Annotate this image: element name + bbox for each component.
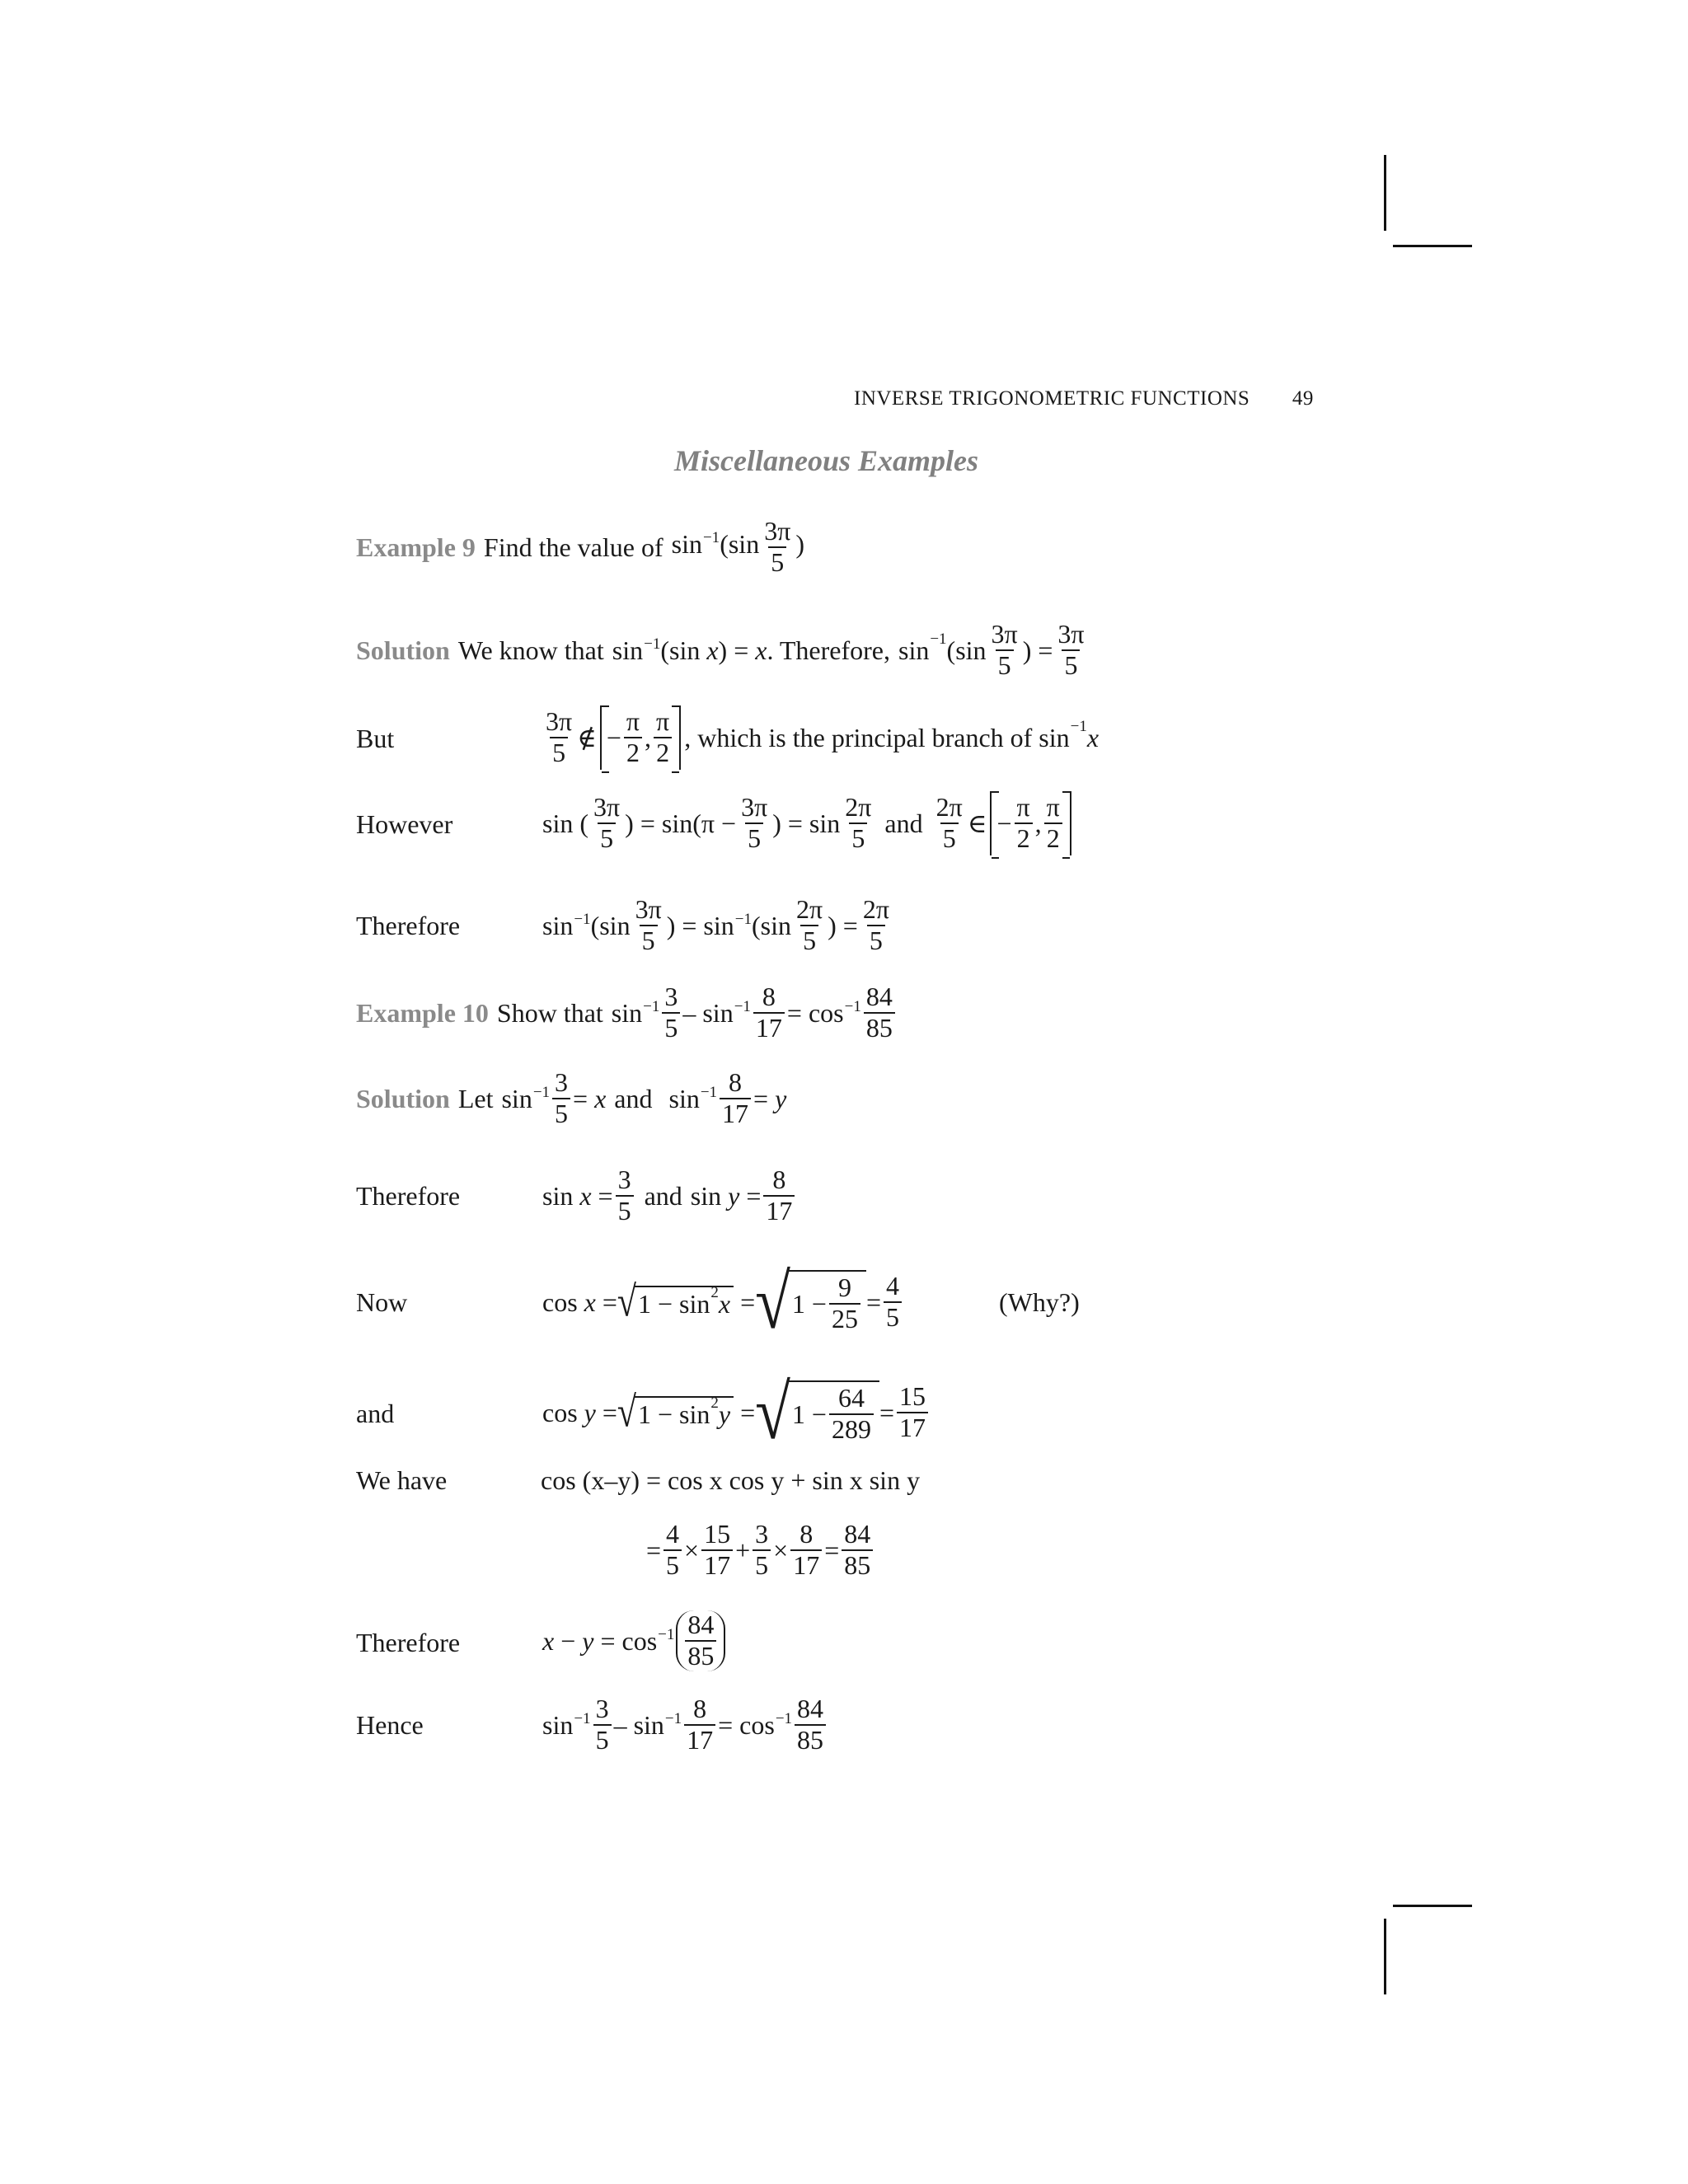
row-now-expression: cos x = √ 1 − sin 2 x = √ 1 − $\frac{9}{25}$ = $\frac{4}{5}$ [542,1261,904,1343]
solution-9-text-b: . Therefore, [767,635,890,665]
section-title: Miscellaneous Examples [674,444,979,477]
row-and-expression: cos y = √ 1 − sin 2 y = √ 1 − $\frac{64}{289}$ = $\frac{15}{17}$ [542,1371,931,1454]
example-9-text: Find the value of [483,532,663,562]
crop-mark-bottom-vertical [1384,1919,1386,1994]
page-number: 49 [1292,387,1314,410]
crop-mark-top-horizontal [1393,245,1472,247]
row-now-why: (Why?) [999,1287,1080,1317]
row-and-label: and [356,1399,395,1428]
example-9-expression: $\sin^{-1}(\sin$ $\frac{3\pi}{5}$ ) [671,516,804,577]
solution-9-line [356,615,1090,686]
row-but-label: But [356,724,395,753]
solution-9-identity: $\sin^{-1}(\sin$ x) = x [612,635,767,665]
solution-10-and: and [614,1083,653,1113]
crop-mark-top-vertical [1384,155,1386,231]
solution-9-label: Solution [356,635,450,665]
crop-mark-bottom-horizontal [1393,1905,1472,1907]
running-header [854,387,1314,410]
row-therefore-1-label: Therefore [356,911,461,940]
row-now-label: Now [356,1287,408,1317]
row-hence-expression: $\sin^{-1}$ $\frac{3}{5}$ – $\sin^{-1}$ $\frac{8}{17}$ = $\cos^{-1}$ $\frac{84}{85}$ [542,1690,828,1760]
row-therefore-2-expression: sin x = $\frac{3}{5}$ and sin y = $\frac{8}{17}$ [542,1160,797,1231]
running-title: INVERSE TRIGONOMETRIC FUNCTIONS [854,387,1250,410]
row-but-tail: x [1086,722,1100,752]
row-therefore-2-and: and [644,1180,682,1211]
row-however-and: and [884,808,923,838]
row-therefore-3-label: Therefore [356,1628,461,1657]
example-9-line [356,514,804,580]
solution-9-text-a: We know that [457,635,604,665]
row-however-label: However [356,809,453,839]
row-therefore-1-expression: $\sin^{-1}(\sin$ $\frac{3\pi}{5}$ ) = $\sin^{-1}(\sin$ $\frac{2\pi}{5}$ ) = $\frac{2\pi}{5}$ [542,894,889,955]
example-10-text: Show that [496,997,603,1028]
row-wehave-computation: = $\frac{4}{5}$ × $\frac{15}{17}$ + $\frac{3}{5}$ × $\frac{8}{17}$ = $\frac{84}{85}$ [646,1515,875,1586]
example-10-line: Example 10 Show that $\sin^{-1}$ $\frac{3}{5}$ – $\sin^{-1}$ $\frac{8}{17}$ = $\cos^{-1}$ $\frac{84}{85}$ [356,977,898,1048]
row-but-expression: $\frac{3\pi}{5}$ ∉ − $\frac{\pi}{2}$ , $\frac{\pi}{2}$ , which is the principal branch of sin −1 x [541,702,1099,773]
row-therefore-2-label: Therefore [356,1181,461,1211]
row-hence-label: Hence [356,1710,424,1740]
example-9-label: Example 9 [356,532,476,562]
row-wehave-label: We have [356,1465,448,1495]
row-but-text: , which is the principal branch of sin [684,722,1070,752]
solution-10-text: Let [457,1083,494,1113]
example-10-label: Example 10 [356,997,489,1028]
row-however-expression: sin ( $\frac{3\pi}{5}$ ) = sin(π − $\frac{3\pi}{5}$ ) = sin $\frac{2\pi}{5}$ and $\frac{2\pi}{5}$ ∈ − $\frac{\pi}{2}$ , $\frac{\pi}{2}$ [542,788,1075,859]
solution-9-result: sin −1 (sin $\frac{3\pi}{5}$ ) = $\frac{3\pi}{5}$ [898,619,1085,680]
row-therefore-3-expression: $x - y = \cos^{-1}$ $\frac{84}{85}$ [542,1603,727,1679]
solution-10-label: Solution [356,1083,450,1113]
solution-10-line: Solution Let $\sin^{-1}$ $\frac{3}{5}$ = x and $\sin^{-1}$ $\frac{8}{17}$ = y [356,1067,787,1128]
row-wehave-expression: cos (x–y) = cos x cos y + sin x sin y [541,1465,921,1495]
